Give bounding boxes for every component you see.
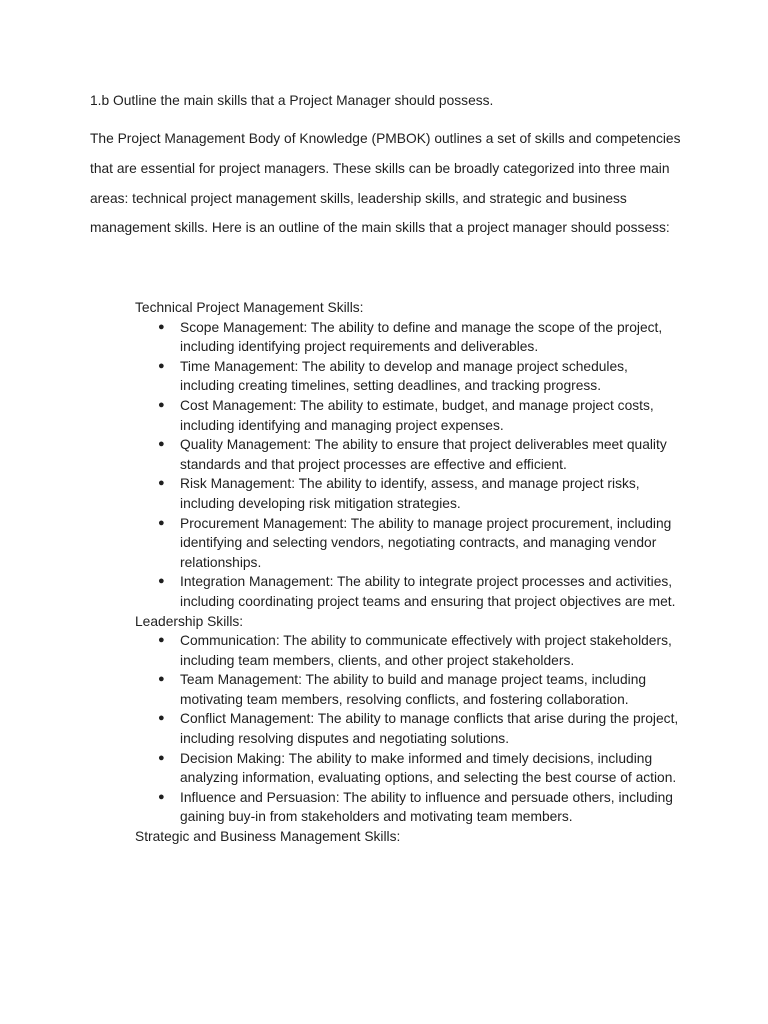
leadership-skills-list bbox=[135, 631, 695, 827]
bullet-icon: ● bbox=[158, 634, 165, 647]
list-item bbox=[135, 514, 685, 573]
list-item-text: Time Management: The ability to develop and manage project schedules, including creating timelines, setting deadlines, and tracking progress. bbox=[180, 358, 628, 394]
list-item-text: Scope Management: The ability to define and manage the scope of the project, including identifying project requirements and deliverables. bbox=[180, 319, 663, 355]
list-item bbox=[135, 631, 685, 670]
list-item-text: Quality Management: The ability to ensure that project deliverables meet quality standards and that project processes are effective and efficient. bbox=[180, 437, 667, 472]
bullet-icon: ● bbox=[158, 575, 165, 588]
question-heading: 1.b Outline the main skills that a Project Manager should possess. bbox=[90, 93, 494, 108]
bullet-icon: ● bbox=[158, 320, 165, 333]
technical-skills-list bbox=[135, 318, 695, 612]
bullet-icon: ● bbox=[158, 477, 165, 490]
section-title-strategic: Strategic and Business Management Skills: bbox=[135, 829, 401, 845]
bullet-icon: ● bbox=[158, 712, 165, 725]
list-item bbox=[135, 749, 685, 788]
bullet-icon: ● bbox=[158, 790, 165, 803]
intro-paragraph: The Project Management Body of Knowledge (PMBOK) outlines a set of skills and competencies that are essential for project managers. These skills can be broadly categorized into three main areas: technical project management skills, leadership skills, and strategic and business management skills. Here is an outline of the main skills that a project manager should possess: bbox=[90, 131, 681, 236]
list-item-text: Procurement Management: The ability to manage project procurement, including identifying and selecting vendors, negotiating contracts, and managing vendor relationships. bbox=[180, 515, 672, 570]
bullet-icon: ● bbox=[158, 516, 165, 529]
bullet-icon: ● bbox=[158, 398, 165, 411]
list-item-text: Risk Management: The ability to identify, assess, and manage project risks, including developing risk mitigation strategies. bbox=[180, 476, 640, 511]
bullet-icon: ● bbox=[158, 673, 165, 686]
list-item-text: Conflict Management: The ability to manage conflicts that arise during the project, including resolving disputes and negotiating solutions. bbox=[180, 711, 679, 747]
list-item-text: Communication: The ability to communicate effectively with project stakeholders, including team members, clients, and other project stakeholders. bbox=[180, 633, 672, 668]
list-item bbox=[135, 572, 685, 611]
list-item bbox=[135, 709, 685, 748]
list-item bbox=[135, 788, 685, 827]
list-item-text: Integration Management: The ability to integrate project processes and activities, including coordinating project teams and ensuring that project objectives are met. bbox=[180, 574, 676, 609]
bullet-icon: ● bbox=[158, 751, 165, 764]
bullet-icon: ● bbox=[158, 438, 165, 451]
list-item bbox=[135, 357, 685, 396]
list-item bbox=[135, 318, 685, 357]
section-title-leadership: Leadership Skills: bbox=[135, 613, 244, 629]
list-item bbox=[135, 670, 685, 709]
skills-outline bbox=[135, 298, 695, 847]
section-title-technical: Technical Project Management Skills: bbox=[135, 300, 364, 315]
list-item-text: Cost Management: The ability to estimate, budget, and manage project costs, including identifying and managing project expenses. bbox=[180, 397, 654, 433]
list-item bbox=[135, 474, 685, 513]
list-item bbox=[135, 396, 685, 435]
list-item-text: Influence and Persuasion: The ability to influence and persuade others, including gaining buy-in from stakeholders and motivating team members. bbox=[180, 789, 673, 825]
bullet-icon: ● bbox=[158, 359, 165, 372]
list-item bbox=[135, 435, 685, 474]
list-item-text: Decision Making: The ability to make informed and timely decisions, including analyzing information, evaluating options, and selecting the best course of action. bbox=[180, 750, 677, 786]
list-item-text: Team Management: The ability to build and manage project teams, including motivating team members, resolving conflicts, and fostering collaboration. bbox=[180, 672, 647, 707]
